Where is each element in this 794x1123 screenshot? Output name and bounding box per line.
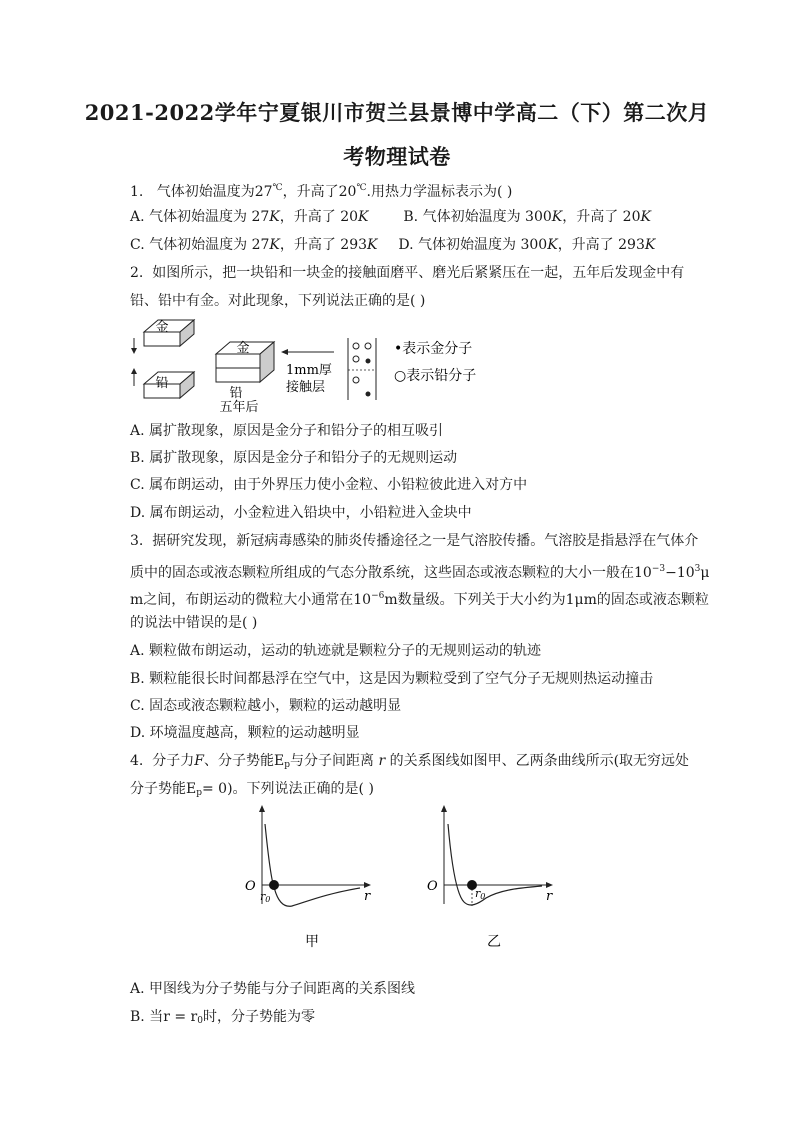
graph-yi	[418, 804, 568, 954]
q2-option-d[interactable]: D. 属布朗运动，小金粒进入铅块中，小铅粒进入金块中	[130, 505, 472, 521]
graph-yi-curve	[448, 824, 542, 905]
q1-option-a[interactable]: A. 气体初始温度为 27K，升高了 20K	[130, 209, 369, 225]
q4-option-b[interactable]: B. 当$r = r_0$时，分子势能为零	[130, 1009, 315, 1026]
combined-block	[216, 340, 274, 414]
graph-jia-curve	[265, 824, 360, 906]
molecule-diagram	[348, 338, 376, 400]
graph-jia-r0: r0	[260, 890, 271, 904]
lead-label: 铅	[155, 376, 169, 391]
five-years-label: 五年后	[219, 400, 259, 414]
q1-option-cd	[130, 235, 655, 255]
graph-jia	[236, 804, 386, 954]
q2-stem-line2: 铅、铅中有金。对此现象，下列说法正确的是( )	[130, 293, 426, 309]
down-arrow-icon	[131, 338, 137, 354]
q3-option-c[interactable]: C. 固态或液态颗粒越小，颗粒的运动越明显	[130, 698, 402, 714]
lead-block	[144, 372, 194, 398]
graph-jia-r-label: r	[364, 889, 371, 904]
q1-option-b[interactable]: B. 气体初始温度为 300K，升高了 20K	[403, 209, 651, 225]
up-arrow-icon	[131, 368, 137, 386]
gold-label: 金	[155, 320, 169, 335]
q3-stem-line3: m之间，布朗运动的微粒大小通常在$10^{-6}m$数量级。下列关于大小约为1μm的固态或液态颗粒	[130, 591, 709, 608]
left-arrow-icon	[281, 349, 334, 355]
q3-option-a[interactable]: A. 颗粒做布朗运动，运动的轨迹就是颗粒分子的无规则运动的轨迹	[130, 643, 542, 659]
q4-stem-line1: 4. 分子力F、分子势能$E_p$与分子间距离 r 的关系图线如图甲、乙两条曲线所示(取无穷远处	[130, 753, 690, 770]
graph-yi-r-label: r	[546, 889, 553, 904]
q3-stem-line1: 3. 据研究发现，新冠病毒感染的肺炎传播途径之一是气溶胶传播。气溶胶是指悬浮在气体介	[130, 533, 699, 549]
combined-lead-label: 铅	[229, 386, 243, 401]
contact-layer-label: 接触层	[286, 380, 326, 395]
exam-title-line1: 2021-2022学年宁夏银川市贺兰县景博中学高二（下）第二次月	[84, 100, 710, 125]
graph-yi-origin: O	[427, 879, 438, 894]
q2-stem-line1: 2. 如图所示，把一块铅和一块金的接触面磨平、磨光后紧紧压在一起，五年后发现金中有	[130, 265, 685, 281]
graph-yi-r0: r0	[475, 887, 486, 901]
graph-jia-caption: 甲	[305, 934, 319, 950]
gold-block	[144, 319, 194, 346]
q3-option-b[interactable]: B. 颗粒能很长时间都悬浮在空气中，这是因为颗粒受到了空气分子无规则热运动撞击	[130, 671, 654, 687]
legend-gold: •表示金分子	[394, 341, 473, 357]
q2-option-b[interactable]: B. 属扩散现象，原因是金分子和铅分子的无规则运动	[130, 450, 458, 466]
q1-option-ab	[130, 207, 651, 227]
q3-stem-line4: 的说法中错误的是( )	[130, 615, 258, 631]
exam-title-line2: 考物理试卷	[343, 144, 451, 169]
q3-stem-line2: 质中的固态或液态颗粒所组成的气态分散系统，这些固态或液态颗粒的大小一般在$10^{-3}-10^3\mu$	[130, 564, 710, 581]
q2-figure	[126, 314, 506, 414]
q3-option-d[interactable]: D. 环境温度越高，颗粒的运动越明显	[130, 725, 360, 741]
q4-option-a[interactable]: A. 甲图线为分子势能与分子间距离的关系图线	[130, 981, 416, 997]
graph-yi-caption: 乙	[487, 934, 501, 950]
graph-jia-r0-point	[269, 880, 279, 890]
q1-option-c[interactable]: C. 气体初始温度为 27K，升高了 293K	[130, 237, 378, 253]
graph-jia-origin: O	[245, 879, 256, 894]
combined-gold-label: 金	[236, 341, 250, 356]
q1-stem: 1. 气体初始温度为27℃，升高了20℃.用热力学温标表示为( )	[130, 183, 513, 200]
thickness-label: 1mm厚	[286, 363, 332, 378]
q4-stem-line2: 分子势能$E_p= 0$)。下列说法正确的是( )	[130, 781, 374, 798]
q2-option-a[interactable]: A. 属扩散现象，原因是金分子和铅分子的相互吸引	[130, 423, 444, 439]
q1-option-d[interactable]: D. 气体初始温度为 300K，升高了 293K	[398, 237, 656, 253]
q2-option-c[interactable]: C. 属布朗运动，由于外界压力使小金粒、小铅粒彼此进入对方中	[130, 477, 528, 493]
legend-lead: ○表示铅分子	[394, 368, 477, 384]
